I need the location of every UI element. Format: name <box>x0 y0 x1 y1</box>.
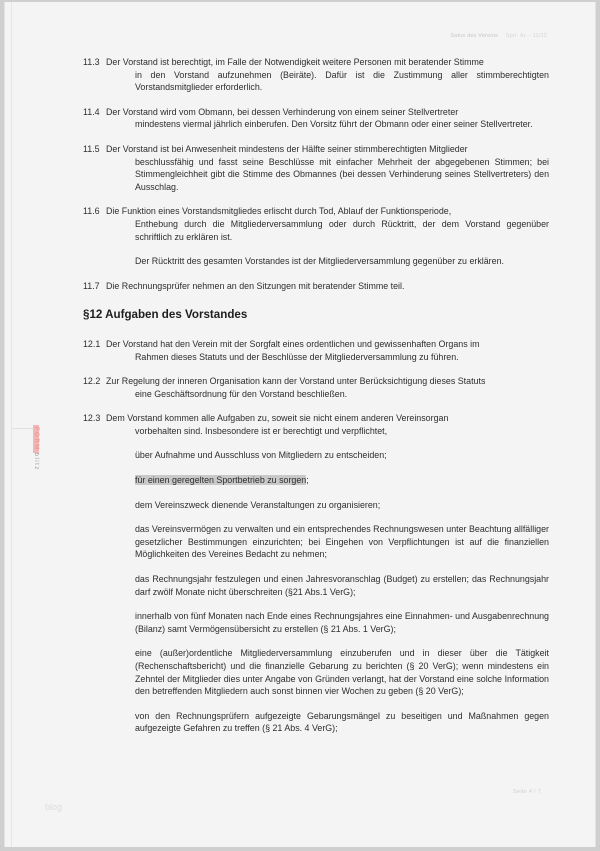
page-number: Seite 4 / 7 <box>513 789 542 795</box>
text-selection-highlight[interactable]: für einen geregelten Sportbetrieb zu sorgen <box>135 475 307 486</box>
clause-text-rest: mindestens viermal jährlich einberufen. Den Vorsitz führt der Obmann oder einer seiner Stellvertreter. <box>135 119 533 130</box>
section-heading: §12 Aufgaben des Vorstandes <box>83 308 248 322</box>
clause-number: 11.7 <box>83 280 100 291</box>
duty-item-highlighted[interactable] <box>83 474 549 487</box>
document-body <box>83 56 549 747</box>
duty-item: dem Vereinszweck dienende Veranstaltungen zu organisieren; <box>135 499 381 510</box>
watermark-rest: blitz <box>33 452 39 471</box>
document-page <box>4 2 596 847</box>
clause-text-first: Dem Vorstand kommen alle Aufgaben zu, soweit sie nicht einem anderen Vereinsorgan <box>106 413 449 424</box>
duty-item: von den Rechnungsprüfern aufgezeigte Gebarungsmängel zu beseitigen und Maßnahmen gegen aufgezeigte Gefahren zu treffen (§ 21 Abs. 4 VerG); <box>135 710 549 734</box>
watermark-logo <box>33 425 39 471</box>
clause-text-rest: eine Geschäftsordnung für den Vorstand beschließen. <box>135 388 348 399</box>
watermark-brand: FORM <box>33 427 39 451</box>
clause-text-rest: Rahmen dieses Statuts und der Beschlüsse der Mitgliederversammlung zu führen. <box>135 351 459 362</box>
page-margin-line <box>11 2 12 847</box>
clause-text: Die Rechnungsprüfer nehmen an den Sitzungen mit beratender Stimme teil. <box>106 280 405 291</box>
clause-text-first: Zur Regelung der inneren Organisation kann der Vorstand unter Berücksichtigung dieses Statuts <box>106 376 486 387</box>
clause-12-2 <box>83 375 549 400</box>
clause-text-rest: vorbehalten sind. Insbesondere ist er berechtigt und verpflichtet, <box>135 425 388 436</box>
header-title: Satus des Vereins <box>450 33 499 39</box>
page-header <box>450 33 547 39</box>
clause-12-1 <box>83 338 549 363</box>
clause-text-rest: beschlussfähig und fasst seine Beschlüsse mit einfacher Mehrheit der abgegebenen Stimmen; bei Stimmengleichheit gibt die Stimme des Obmannes (bei dessen Verhinderung seines Stellvertreters) den Ausschlag. <box>135 156 549 192</box>
clause-text-first: Der Vorstand ist bei Anwesenheit mindestens der Hälfte seiner stimmberechtigten Mitglieder <box>106 143 468 154</box>
clause-number: 11.6 <box>83 206 100 217</box>
clause-text-first: Der Vorstand ist berechtigt, im Falle der Notwendigkeit weitere Personen mit beratender Stimme <box>106 57 484 67</box>
duty-item-suffix: ; <box>306 475 309 486</box>
duty-item: das Vereinsvermögen zu verwalten und ein entsprechendes Rechnungswesen unter Beachtung allfälliger gesetzlicher Bestimmungen einzurichten; bei Eingehen von Verpflichtungen ist auf die finanziellen Möglichkeiten des Vereines Bedacht zu nehmen; <box>135 524 549 560</box>
duty-item: eine (außer)ordentliche Mitgliederversammlung einzuberufen und in dieser über die Tätigkeit (Rechenschaftsbericht) und die finanzielle Gebarung zu berichten (§ 20 VerG); wenn mindestens ein Zehntel der Mitglieder dies unter Angabe von Gründen verlangt, hat der Vorstand eine solche Information den betreffenden Mitgliedern auch sonst binnen vier Wochen zu geben (§ 20 VerG); <box>135 648 549 697</box>
duty-item: über Aufnahme und Ausschluss von Mitgliedern zu entscheiden; <box>135 450 387 461</box>
clause-number: 12.1 <box>83 338 101 349</box>
footer-watermark: blog <box>45 802 63 812</box>
clause-11-5 <box>83 143 549 193</box>
clause-text-rest: in den Vorstand aufzunehmen (Beiräte). Dafür ist die Zustimmung aller stimmberechtigten Vorstandsmitglieder erforderlich. <box>135 69 549 93</box>
header-subtitle: Sprt. Ar. - 11/12 <box>505 33 547 39</box>
clause-11-6 <box>83 205 549 243</box>
clause-11-7 <box>83 280 549 293</box>
clause-11-3 <box>83 56 549 94</box>
clause-number: 11.3 <box>83 57 100 67</box>
clause-12-3 <box>83 412 549 437</box>
clause-text-first: Der Vorstand wird vom Obmann, bei dessen Verhinderung von einem seiner Stellvertreter <box>106 106 459 117</box>
clause-number: 11.4 <box>83 106 100 117</box>
duty-item: das Rechnungsjahr festzulegen und einen Jahresvoranschlag (Budget) zu erstellen; das Rechnungsjahr darf zwölf Monate nicht überschreiten (§21 Abs.1 VerG); <box>135 574 549 597</box>
clause-11-4 <box>83 106 549 131</box>
clause-text-first: Der Vorstand hat den Verein mit der Sorgfalt eines ordentlichen und gewissenhaften Organs im <box>106 338 480 349</box>
duty-item: innerhalb von fünf Monaten nach Ende eines Rechnungsjahres eine Einnahmen- und Ausgabenrechnung (Bilanz) samt Vermögensübersicht zu erstellen (§ 21 Abs. 1 VerG); <box>135 611 549 634</box>
clause-11-6-paragraph-2: Der Rücktritt des gesamten Vorstandes ist der Mitgliederversammlung gegenüber zu erklären. <box>135 256 504 267</box>
clause-text-first: Die Funktion eines Vorstandsmitgliedes erlischt durch Tod, Ablauf der Funktionsperiode, <box>106 206 452 217</box>
clause-number: 12.2 <box>83 376 101 387</box>
clause-text-rest: Enthebung durch die Mitgliederversammlung oder durch Rücktritt, der dem Vorstand gegenüber schriftlich zu erklären ist. <box>135 218 549 242</box>
clause-number: 12.3 <box>83 413 101 424</box>
clause-number: 11.5 <box>83 143 100 154</box>
